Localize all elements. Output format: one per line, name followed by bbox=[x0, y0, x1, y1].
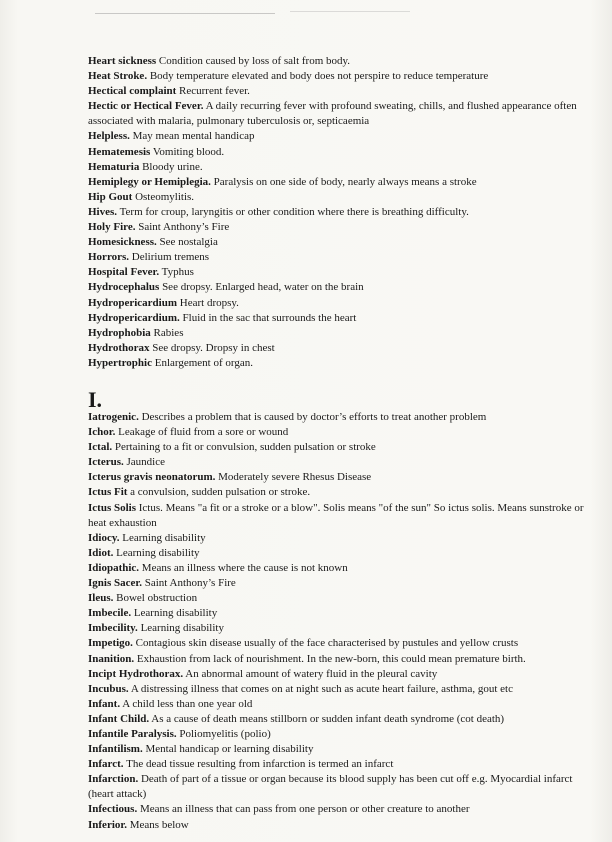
entry-term: Horrors. bbox=[88, 251, 130, 264]
entry-definition: Recurrent fever. bbox=[176, 85, 250, 98]
glossary-entry bbox=[88, 712, 588, 727]
glossary-entry bbox=[88, 455, 588, 470]
entry-definition: Enlargement of organ. bbox=[151, 356, 253, 369]
scan-artifact bbox=[95, 13, 275, 14]
glossary-entry bbox=[88, 652, 588, 667]
entry-term: Hydrophobia bbox=[88, 326, 151, 339]
entry-definition: Body temperature elevated and body does not perspire to reduce temperature bbox=[147, 70, 489, 83]
section-letter-heading: I. bbox=[88, 387, 103, 412]
entry-definition: A distressing illness that comes on at night such as acute heart failure, asthma, gout etc bbox=[128, 682, 513, 695]
entry-term: Infantile Paralysis. bbox=[88, 727, 177, 740]
entry-term: Incubus. bbox=[88, 682, 129, 695]
glossary-entry bbox=[88, 470, 588, 485]
entry-term: Iatrogenic. bbox=[88, 411, 139, 423]
entry-term: Hospital Fever. bbox=[88, 266, 160, 279]
entry-term: Ictal. bbox=[88, 441, 113, 454]
entry-definition: Bowel obstruction bbox=[113, 592, 198, 605]
entry-definition: Mental handicap or learning disability bbox=[142, 743, 314, 756]
entry-definition: See dropsy. Dropsy in chest bbox=[149, 341, 275, 354]
entry-term: Icterus. bbox=[88, 456, 124, 469]
entry-term: Imbecile. bbox=[88, 607, 132, 620]
glossary-entry bbox=[88, 205, 588, 220]
entry-term: Ichor. bbox=[88, 426, 116, 439]
entry-definition: Means an illness that can pass from one person or other creature to another bbox=[137, 803, 470, 816]
entry-term: Ictus Solis bbox=[88, 501, 136, 514]
entry-definition: Delirium tremens bbox=[129, 251, 210, 264]
entry-term: Hydropericardium. bbox=[88, 311, 180, 324]
entry-definition: a convulsion, sudden pulsation or stroke. bbox=[127, 486, 311, 499]
entry-term: Infectious. bbox=[88, 803, 138, 816]
glossary-entry bbox=[88, 145, 588, 160]
glossary-entry bbox=[88, 235, 588, 250]
entry-term: Idiopathic. bbox=[88, 561, 140, 574]
entry-definition: A child less than one year old bbox=[120, 697, 253, 710]
glossary-entry bbox=[88, 561, 588, 576]
entry-definition: Osteomylitis. bbox=[132, 190, 195, 203]
glossary-entry bbox=[88, 280, 588, 295]
entry-term: Hypertrophic bbox=[88, 356, 152, 369]
entry-term: Hectical complaint bbox=[88, 85, 177, 98]
entry-definition: Describes a problem that is caused by doctor’s efforts to treat another problem bbox=[138, 411, 487, 423]
entry-term: Hematuria bbox=[88, 160, 140, 173]
glossary-entry bbox=[88, 250, 588, 265]
glossary-entry bbox=[88, 636, 588, 651]
entry-definition: Heart dropsy. bbox=[177, 296, 239, 309]
entry-definition: Saint Anthony’s Fire bbox=[135, 221, 230, 234]
glossary-entry bbox=[88, 69, 588, 84]
entry-definition: A daily recurring fever with profound sweating, chills, and flushed appearance often associated with malaria, pulmonary tuberculosis or, septicaemia bbox=[88, 100, 577, 128]
glossary-entry bbox=[88, 356, 588, 371]
section-h-entries bbox=[88, 54, 588, 371]
glossary-entry bbox=[88, 606, 588, 621]
entry-term: Ignis Sacer. bbox=[88, 577, 142, 590]
glossary-entry bbox=[88, 341, 588, 356]
glossary-entry bbox=[88, 621, 588, 636]
entry-definition: Jaundice bbox=[123, 456, 165, 469]
entry-definition: Typhus bbox=[159, 266, 194, 279]
entry-definition: Condition caused by loss of salt from body. bbox=[156, 55, 351, 67]
glossary-entry bbox=[88, 326, 588, 341]
entry-definition: Leakage of fluid from a sore or wound bbox=[115, 426, 289, 439]
entry-definition: Term for croup, laryngitis or other condition where there is breathing difficulty. bbox=[117, 205, 469, 218]
glossary-entry bbox=[88, 818, 588, 833]
entry-term: Hydropericardium bbox=[88, 296, 178, 309]
section-i-entries bbox=[88, 410, 588, 833]
entry-definition: Means an illness where the cause is not known bbox=[139, 561, 348, 574]
entry-term: Idiot. bbox=[88, 546, 114, 559]
glossary-entry bbox=[88, 190, 588, 205]
entry-term: Inferior. bbox=[88, 818, 128, 831]
entry-term: Helpless. bbox=[88, 130, 130, 143]
entry-term: Homesickness. bbox=[88, 236, 157, 249]
entry-term: Impetigo. bbox=[88, 637, 133, 650]
entry-term: Idiocy. bbox=[88, 531, 120, 544]
entry-term: Ileus. bbox=[88, 592, 114, 605]
entry-definition: Moderately severe Rhesus Disease bbox=[215, 471, 372, 484]
glossary-entry bbox=[88, 84, 588, 99]
entry-term: Heart sickness bbox=[88, 55, 157, 67]
glossary-entry bbox=[88, 727, 588, 742]
entry-term: Imbecility. bbox=[88, 622, 138, 635]
entry-term: Hydrocephalus bbox=[88, 281, 160, 294]
glossary-entry bbox=[88, 129, 588, 144]
entry-term: Heat Stroke. bbox=[88, 70, 148, 83]
entry-definition: Fluid in the sac that surrounds the heart bbox=[179, 311, 357, 324]
entry-definition: An abnormal amount of watery fluid in the pleural cavity bbox=[183, 667, 438, 680]
entry-definition: Ictus. Means "a fit or a stroke or a blow". Solis means "of the sun" So ictus solis. Means sunstroke or heat exhaustion bbox=[88, 501, 584, 529]
entry-definition: Means below bbox=[127, 818, 189, 831]
glossary-entry bbox=[88, 531, 588, 546]
entry-definition: Learning disability bbox=[131, 607, 218, 620]
entry-definition: Exhaustion from lack of nourishment. In the new-born, this could mean premature birth. bbox=[134, 652, 526, 665]
entry-definition: Pertaining to a fit or convulsion, sudden pulsation or stroke bbox=[112, 441, 376, 454]
glossary-entry bbox=[88, 311, 588, 326]
entry-term: Incipt Hydrothorax. bbox=[88, 667, 184, 680]
glossary-entry bbox=[88, 485, 588, 500]
entry-term: Hip Gout bbox=[88, 190, 133, 203]
entry-term: Hematemesis bbox=[88, 145, 151, 158]
entry-definition: May mean mental handicap bbox=[129, 130, 255, 143]
glossary-entry bbox=[88, 742, 588, 757]
scan-artifact bbox=[290, 11, 410, 12]
glossary-entry bbox=[88, 54, 588, 69]
entry-term: Infantilism. bbox=[88, 743, 143, 756]
glossary-entry bbox=[88, 757, 588, 772]
glossary-entry bbox=[88, 440, 588, 455]
entry-definition: Learning disability bbox=[137, 622, 224, 635]
entry-definition: Contagious skin disease usually of the face characterised by pustules and yellow crusts bbox=[132, 637, 519, 650]
entry-definition: Saint Anthony’s Fire bbox=[142, 577, 236, 590]
entry-term: Inanition. bbox=[88, 652, 135, 665]
glossary-entry bbox=[88, 99, 588, 129]
entry-definition: Bloody urine. bbox=[139, 160, 203, 173]
glossary-entry bbox=[88, 772, 588, 802]
glossary-entry bbox=[88, 175, 588, 190]
entry-definition: Vomiting blood. bbox=[150, 145, 225, 158]
entry-term: Icterus gravis neonatorum. bbox=[88, 471, 216, 484]
entry-definition: Rabies bbox=[150, 326, 184, 339]
glossary-entry bbox=[88, 591, 588, 606]
glossary-entry bbox=[88, 425, 588, 440]
glossary-entry bbox=[88, 296, 588, 311]
glossary-entry bbox=[88, 160, 588, 175]
entry-term: Infant Child. bbox=[88, 712, 150, 725]
glossary-entry bbox=[88, 220, 588, 235]
entry-term: Hemiplegy or Hemiplegia. bbox=[88, 175, 211, 188]
entry-definition: See nostalgia bbox=[156, 236, 218, 249]
entry-term: Hives. bbox=[88, 205, 118, 218]
glossary-entry bbox=[88, 546, 588, 561]
glossary-entry bbox=[88, 410, 588, 425]
entry-definition: Learning disability bbox=[119, 531, 206, 544]
glossary-entry bbox=[88, 667, 588, 682]
glossary-entry bbox=[88, 682, 588, 697]
glossary-entry bbox=[88, 265, 588, 280]
entry-definition: The dead tissue resulting from infarction is termed an infarct bbox=[123, 758, 394, 771]
entry-definition: Poliomyelitis (polio) bbox=[176, 727, 271, 740]
entry-definition: As a cause of death means stillborn or sudden infant death syndrome (cot death) bbox=[149, 712, 505, 725]
glossary-entry bbox=[88, 501, 588, 531]
glossary-entry bbox=[88, 802, 588, 817]
entry-definition: See dropsy. Enlarged head, water on the brain bbox=[159, 281, 364, 294]
entry-definition: Learning disability bbox=[113, 546, 200, 559]
entry-term: Hectic or Hectical Fever. bbox=[88, 100, 204, 113]
entry-term: Infant. bbox=[88, 697, 121, 710]
glossary-entry bbox=[88, 576, 588, 591]
entry-term: Infarct. bbox=[88, 758, 124, 771]
glossary-entry bbox=[88, 697, 588, 712]
entry-term: Infarction. bbox=[88, 773, 139, 786]
entry-definition: Paralysis on one side of body, nearly always means a stroke bbox=[210, 175, 477, 188]
entry-definition: Death of part of a tissue or organ because its blood supply has been cut off e.g. Myocardial infarct (heart attack) bbox=[88, 773, 573, 801]
entry-term: Ictus Fit bbox=[88, 486, 128, 499]
entry-term: Hydrothorax bbox=[88, 341, 150, 354]
entry-term: Holy Fire. bbox=[88, 221, 136, 234]
